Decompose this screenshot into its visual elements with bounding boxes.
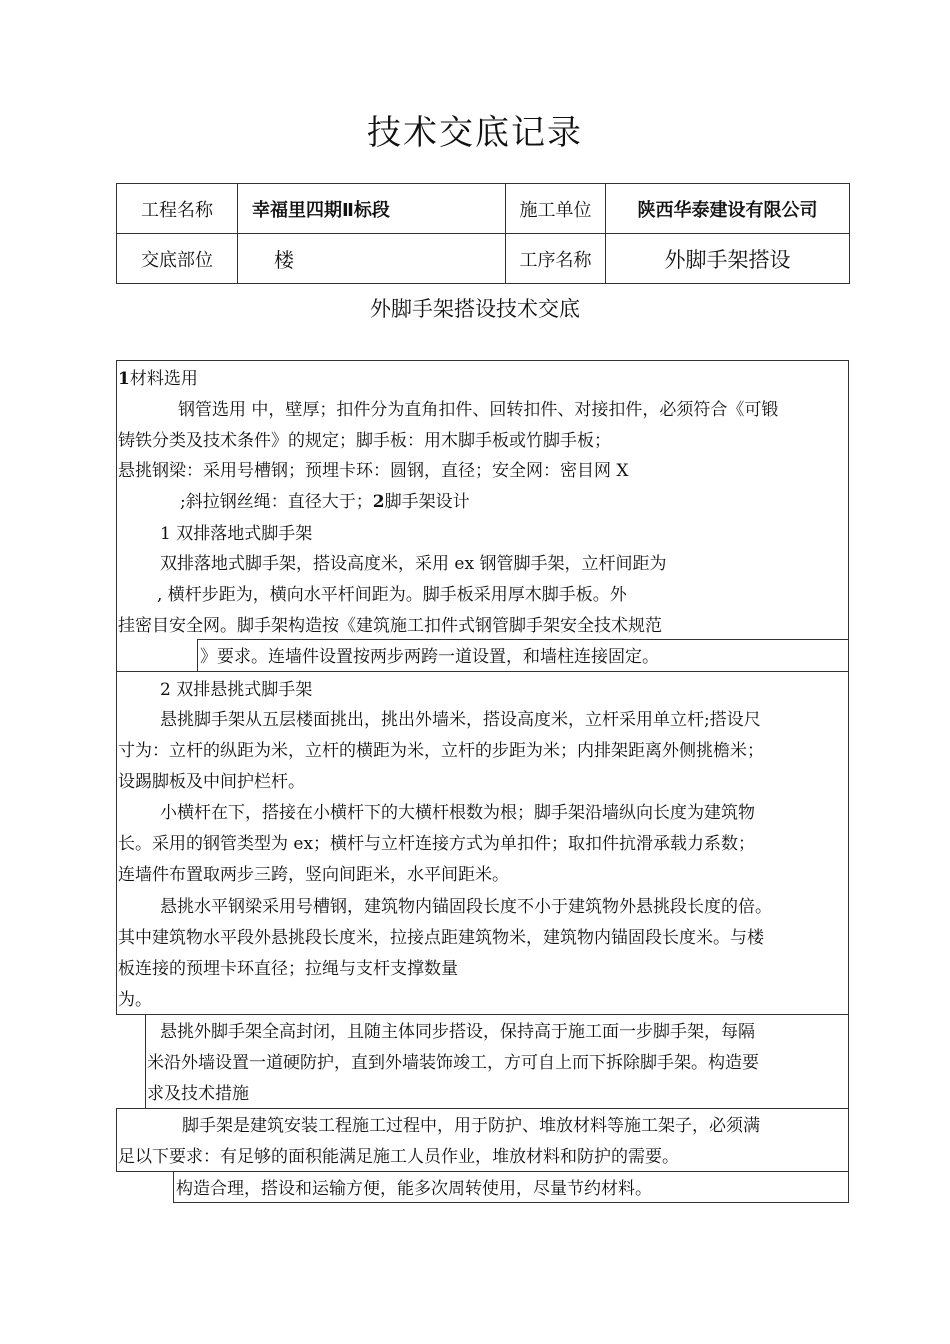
body-line: 悬挑脚手架从五层楼面挑出，挑出外墙米，搭设高度米，立杆采用单立杆;搭设尺 — [160, 710, 761, 730]
heading-materials: 1材料选用 — [118, 369, 198, 389]
body-line: 设踢脚板及中间护栏杆。 — [118, 772, 305, 792]
info-row-2 — [117, 234, 850, 284]
body-line: 悬挑外脚手架全高封闭，且随主体同步搭设，保持高于施工面一步脚手架，每隔 — [160, 1022, 755, 1042]
heading-double-row: 1 双排落地式脚手架 — [160, 524, 313, 544]
process-name-label: 工序名称 — [506, 234, 606, 284]
body-line: ;斜拉钢丝绳：直径大于；2脚手架设计 — [180, 492, 470, 512]
section-subtitle: 外脚手架搭设技术交底 — [370, 297, 580, 321]
project-name-value: 幸福里四期Ⅱ标段 — [238, 184, 506, 234]
construction-unit-label: 施工单位 — [506, 184, 606, 234]
body-line: 》要求。连墙件设置按两步两跨一道设置，和墙柱连接固定。 — [200, 647, 659, 667]
body-line: 足以下要求：有足够的面积能满足施工人员作业，堆放材料和防护的需要。 — [118, 1147, 679, 1167]
body-line: 长。采用的钢管类型为 ex；横杆与立杆连接方式为单扣件；取扣件抗滑承载力系数； — [118, 834, 756, 854]
body-line: 钢管选用 中，壁厚；扣件分为直角扣件、回转扣件、对接扣件，必须符合《可锻 — [178, 400, 779, 420]
heading-cantilever: 2 双排悬挑式脚手架 — [160, 680, 313, 700]
body-line: , 横杆步距为，横向水平杆间距为。脚手板采用厚木脚手板。外 — [157, 585, 627, 605]
body-line: 其中建筑物水平段外悬挑段长度米，拉接点距建筑物米，建筑物内锚固段长度米。与楼 — [118, 928, 764, 948]
project-name-label: 工程名称 — [117, 184, 238, 234]
body-line: 铸铁分类及技术条件》的规定；脚手板：用木脚手板或竹脚手板； — [118, 431, 611, 451]
handover-part-label: 交底部位 — [117, 234, 238, 284]
body-line: 悬挑钢梁：采用号槽钢；预埋卡环：圆钢，直径；安全网：密目网 X — [118, 461, 629, 481]
process-name-value: 外脚手架搭设 — [606, 234, 850, 284]
body-line: 挂密目安全网。脚手架构造按《建筑施工扣件式钢管脚手架安全技术规范 — [118, 616, 662, 636]
body-line: 板连接的预埋卡环直径；拉绳与支杆支撑数量 — [118, 959, 458, 979]
body-line: 寸为：立杆的纵距为米，立杆的横距为米，立杆的步距为米；内排架距离外侧挑檐米； — [118, 741, 764, 761]
body-line: 脚手架是建筑安装工程施工过程中，用于防护、堆放材料等施工架子，必须满 — [182, 1116, 760, 1136]
body-line: 构造合理，搭设和运输方便，能多次周转使用，尽量节约材料。 — [176, 1179, 652, 1199]
body-line: 双排落地式脚手架，搭设高度米，采用 ex 钢管脚手架，立杆间距为 — [160, 554, 667, 574]
body-line: 求及技术措施 — [147, 1084, 249, 1104]
construction-unit-value: 陕西华泰建设有限公司 — [606, 184, 850, 234]
body-line: 连墙件布置取两步三跨，竖向间距米，水平间距米。 — [118, 865, 509, 885]
handover-part-value: 楼 — [238, 234, 506, 284]
info-table — [116, 183, 850, 284]
body-line: 米沿外墙设置一道硬防护，直到外墙装饰竣工，方可自上而下拆除脚手架。构造要 — [147, 1053, 759, 1073]
body-line: 悬挑水平钢梁采用号槽钢，建筑物内锚固段长度不小于建筑物外悬挑段长度的倍。 — [160, 897, 772, 917]
document-title: 技术交底记录 — [367, 113, 583, 153]
body-line: 为。 — [118, 990, 152, 1010]
body-line: 小横杆在下，搭接在小横杆下的大横杆根数为根；脚手架沿墙纵向长度为建筑物 — [160, 803, 755, 823]
info-row-1 — [117, 184, 850, 234]
